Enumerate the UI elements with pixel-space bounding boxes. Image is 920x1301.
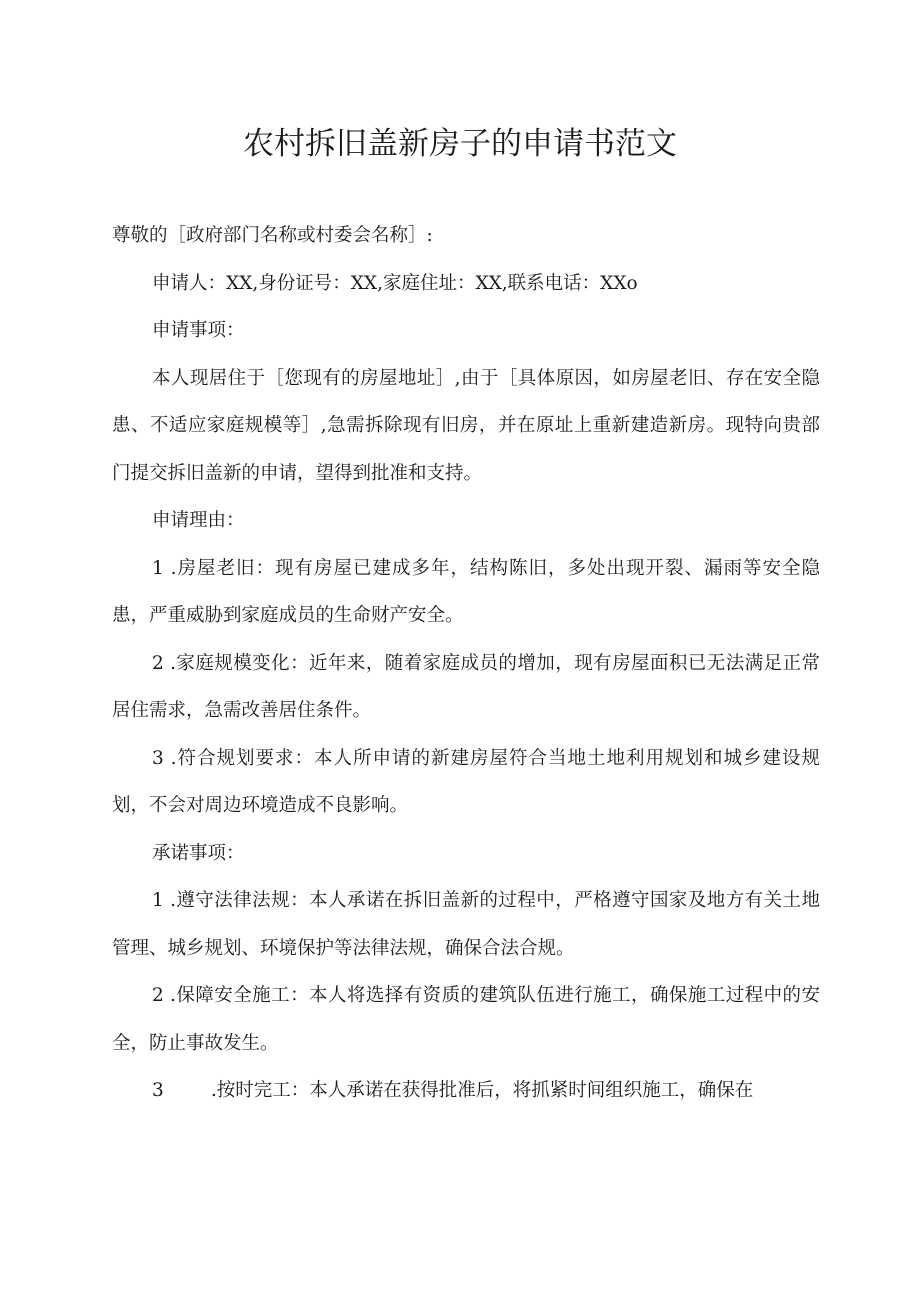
salutation: 尊敬的［政府部门名称或村委会名称］: xyxy=(112,225,433,246)
commitment-item-3: 3 .按时完工：本人承诺在获得批准后，将抓紧时间组织施工，确保在 xyxy=(152,1080,754,1101)
reason-item-1: 1 .房屋老旧：现有房屋已建成多年，结构陈旧，多处出现开裂、漏雨等安全隐患，严重威胁到家庭成员的生命财产安全。 xyxy=(112,557,820,626)
applicant-info: 申请人：XX,身份证号：XX,家庭住址：XX,联系电话：XXo xyxy=(152,272,638,294)
commitment-item-2: 2 .保障安全施工：本人将选择有资质的建筑队伍进行施工，确保施工过程中的安全，防止事故发生。 xyxy=(112,985,820,1054)
section-heading-reasons: 申请理由： xyxy=(152,510,245,531)
document-title: 农村拆旧盖新房子的申请书范文 xyxy=(243,126,677,162)
paragraph-application-matter: 本人现居住于［您现有的房屋地址］,由于［具体原因，如房屋老旧、存在安全隐患、不适应家庭规模等］,急需拆除现有旧房，并在原址上重新建造新房。现特向贵部门提交拆旧盖新的申请，望得到批准和支持。 xyxy=(112,367,820,484)
section-heading-application-matter: 申请事项： xyxy=(152,320,245,341)
document-body xyxy=(112,212,820,1115)
section-heading-commitments: 承诺事项： xyxy=(152,842,245,864)
commitment-item-1: 1 .遵守法律法规：本人承诺在拆旧盖新的过程中，严格遵守国家及地方有关土地管理、城乡规划、环境保护等法律法规，确保合法合规。 xyxy=(112,890,820,959)
reason-item-2: 2 .家庭规模变化：近年来，随着家庭成员的增加，现有房屋面积已无法满足正常居住需求，急需改善居住条件。 xyxy=(112,652,820,721)
reason-item-3: 3 .符合规划要求：本人所申请的新建房屋符合当地土地利用规划和城乡建设规划，不会对周边环境造成不良影响。 xyxy=(112,747,820,816)
